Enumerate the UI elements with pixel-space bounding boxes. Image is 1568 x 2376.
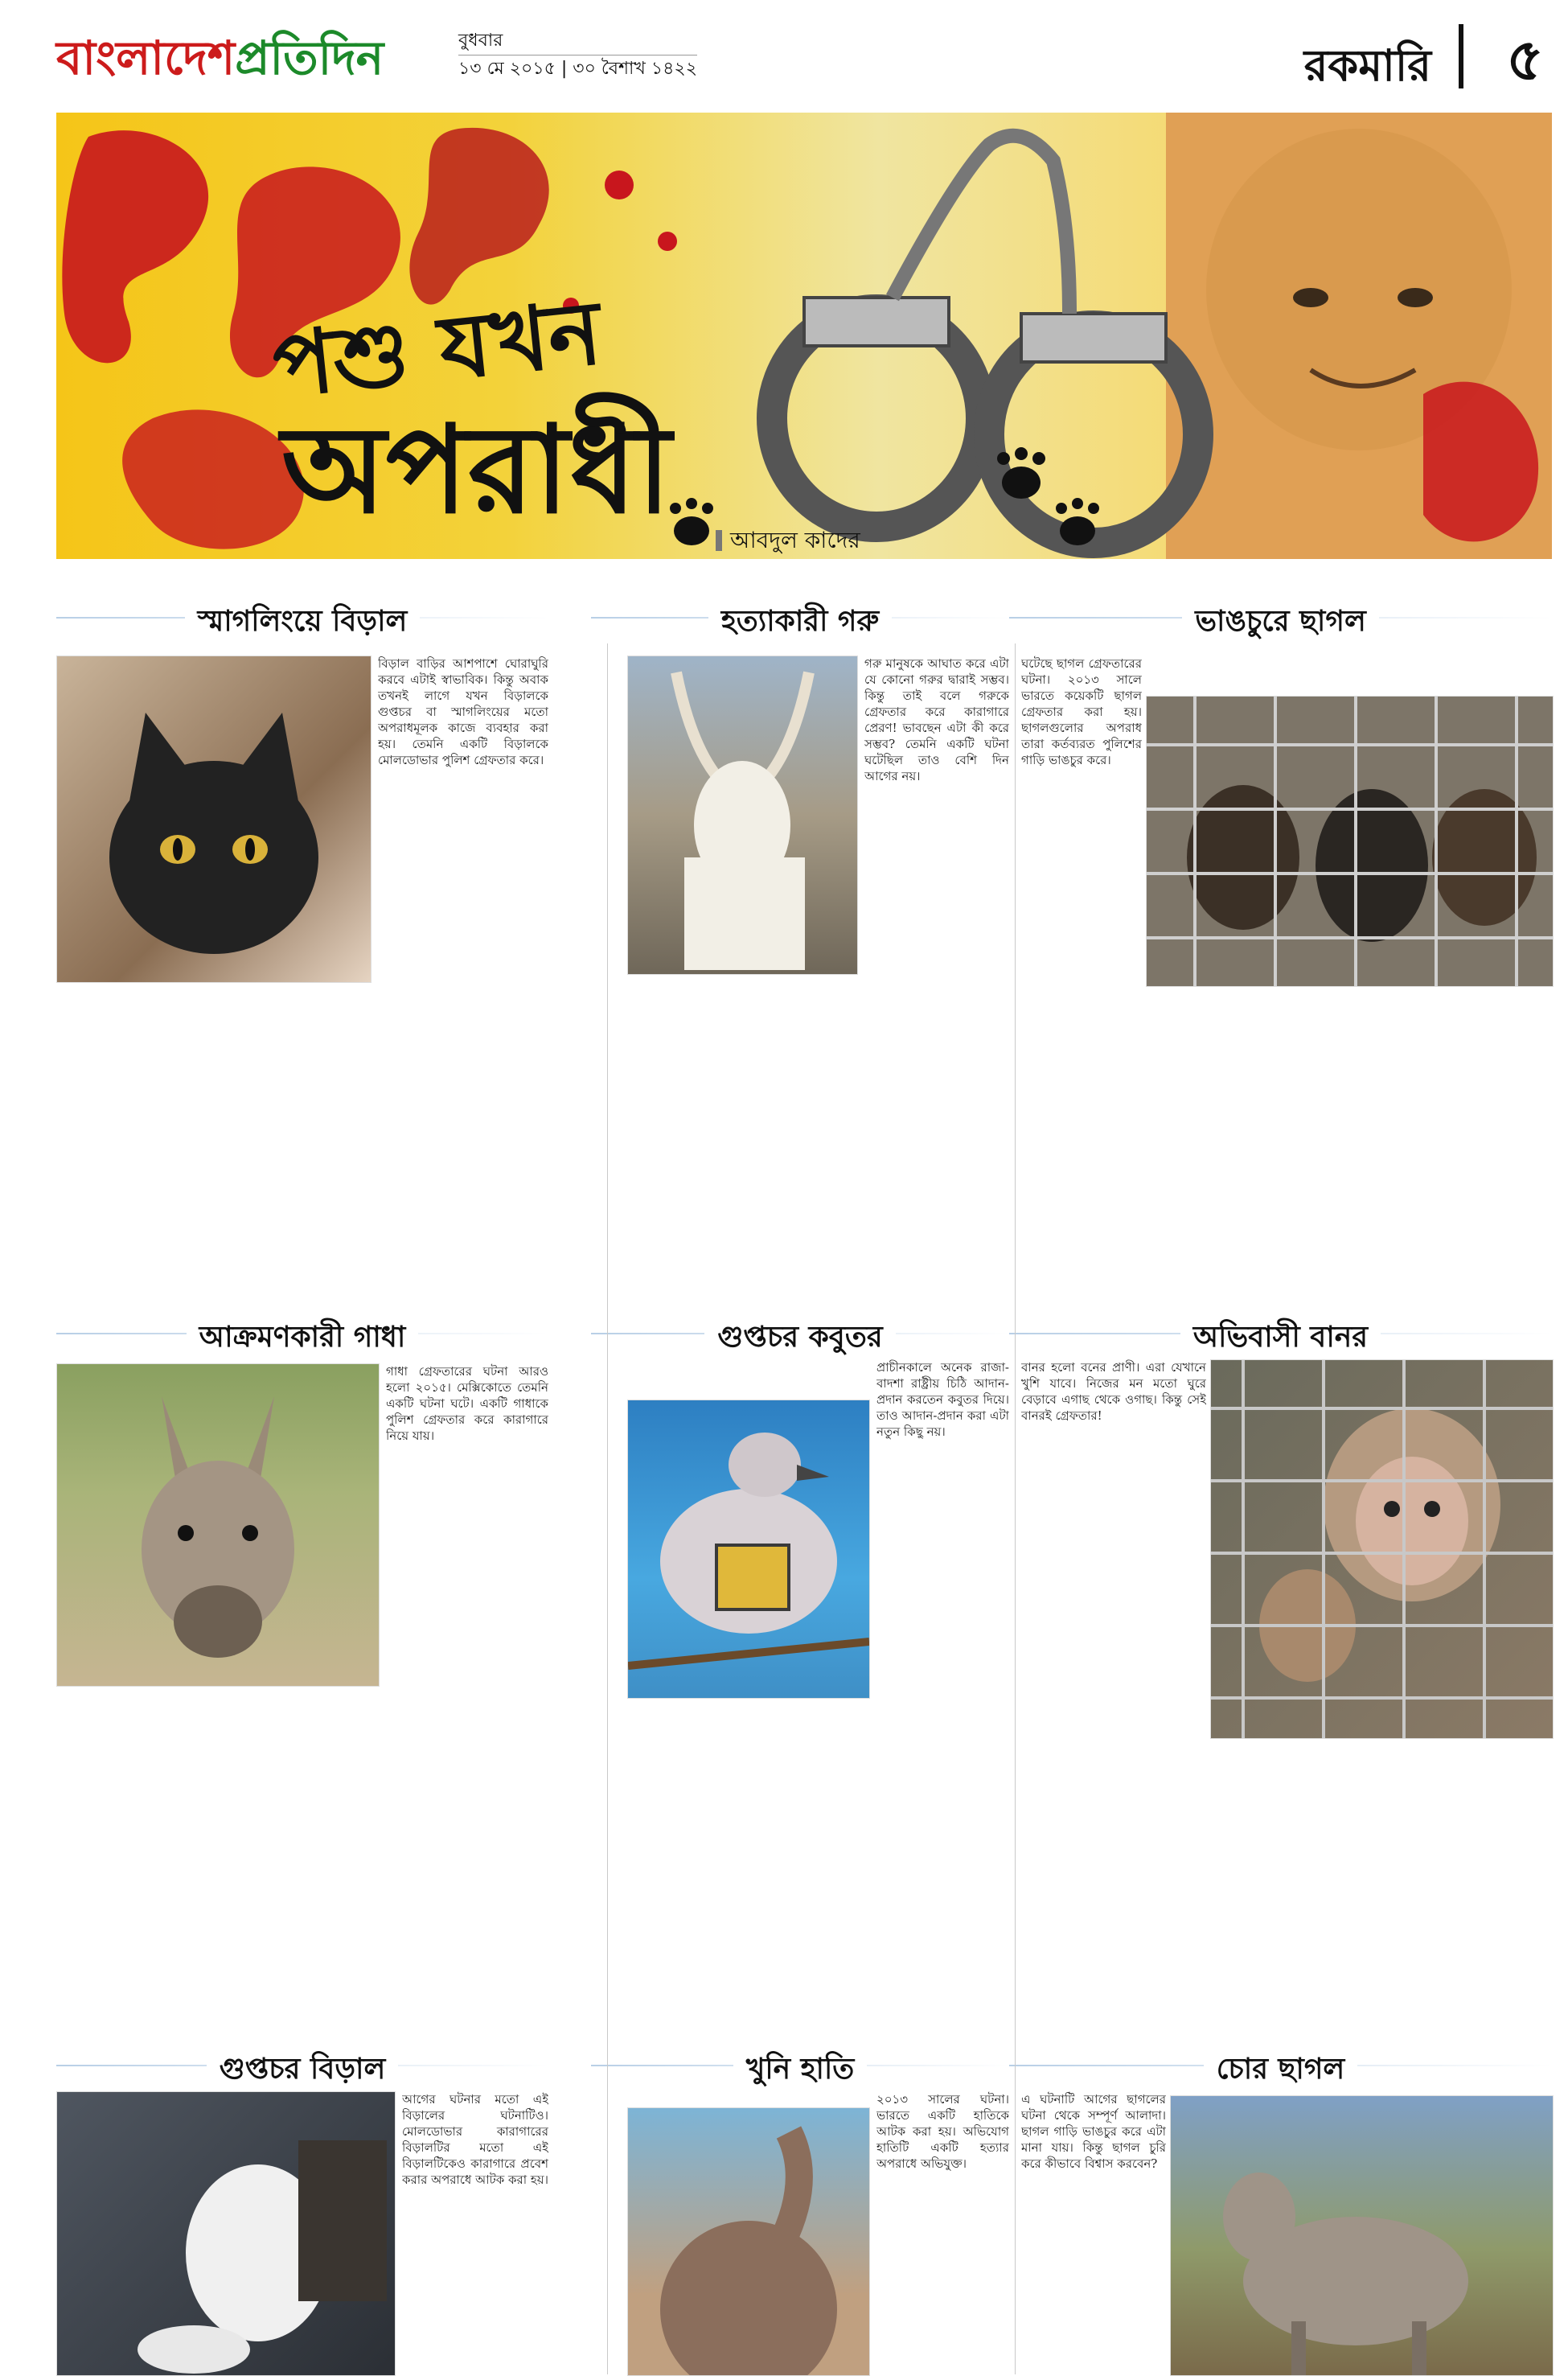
newspaper-logo[interactable] — [56, 23, 384, 101]
story-body: ঘটেছে ছাগল গ্রেফতারের ঘটনা। ২০১৩ সালে ভারতে কয়েকটি ছাগল গ্রেফতার করা হয়। ছাগলগুলোর অপরাধ তারা কর্তব্যরত পুলিশের গাড়ি ভাঙচুর করে। — [1021, 656, 1142, 767]
dateline — [458, 27, 697, 83]
goats-illustration — [1147, 697, 1553, 986]
story-body-continued — [627, 977, 1009, 1299]
splatter-shape-1 — [62, 130, 208, 363]
monkey-illustration — [1211, 1360, 1553, 1738]
story-body: ২০১৩ সালের ঘটনা। ভারতে একটি হাতিকে আটক করা হয়। অভিযোগ হাতিটি একটি হত্যার অপরাধে অভিযুক্ত। — [876, 2092, 1009, 2171]
story-body-continued — [1021, 1741, 1552, 2035]
story-title: ভাঙচুরে ছাগল — [1182, 605, 1379, 638]
story-title: স্মাগলিংয়ে বিড়াল — [185, 605, 421, 638]
masthead-divider — [1459, 24, 1463, 88]
feature-banner — [56, 113, 1552, 559]
story-heading — [1009, 599, 1552, 638]
story-body: গরু মানুষকে আঘাত করে এটা যে কোনো গরুর দ্বারাই সম্ভব। কিন্তু তাই বলে গরুকে গ্রেফতার করে কারাগারে প্রেরণ! ভাবছেন এটা কী করে সম্ভব? তেমনি একটি ঘটনা ঘটেছিল তাও বেশি দিন আগের নয়। — [864, 656, 1009, 783]
byline-marker-icon — [716, 530, 722, 551]
byline — [716, 523, 860, 559]
donkey-illustration — [57, 1364, 379, 1686]
story-body: গাধা গ্রেফতারের ঘটনা আরও হলো ২০১৫। মেক্সিকোতে তেমনি একটি ঘটনা ঘটে। একটি গাধাকে পুলিশ গ্রেফতার করে কারাগারে নিয়ে যায়। — [386, 1364, 548, 1443]
section-title: রকমারি — [1303, 40, 1431, 91]
pigeon-photo — [627, 1400, 870, 1699]
cat-photo — [56, 656, 371, 983]
story-title: চোর ছাগল — [1204, 2053, 1357, 2086]
story-heading — [591, 599, 1009, 638]
puma-eye-right — [1398, 288, 1433, 307]
cat-illustration — [57, 656, 371, 982]
story-body: বানর হলো বনের প্রাণী। এরা যেখানে খুশি যাবে। নিজের মন মতো ঘুরে বেড়াবে এগাছ থেকে ওগাছ। কিন্তু সেই বানরই গ্রেফতার! — [1021, 1360, 1206, 1423]
cat-caught-illustration — [57, 2092, 395, 2375]
pigeon-illustration — [628, 1400, 869, 1698]
elephant-illustration — [628, 2108, 869, 2375]
story-title: গুপ্তচর বিড়াল — [207, 2053, 399, 2086]
banner-title-line-2: অপরাধী — [281, 401, 671, 541]
splatter-shape-4 — [122, 409, 304, 549]
splatter-drop-1 — [605, 171, 634, 199]
story-body-continued — [56, 985, 548, 1299]
date-text: ১৩ মে ২০১৫ | ৩০ বৈশাখ ১৪২২ — [458, 59, 698, 79]
donkey-photo — [56, 1363, 380, 1687]
story-heading — [56, 1315, 548, 1354]
cat-caught-photo — [56, 2091, 396, 2376]
splatter-drop-2 — [658, 232, 677, 251]
story-body: বিড়াল বাড়ির আশপাশে ঘোরাঘুরি করবে এটাই স্বাভাবিক। কিন্তু অবাক তখনই লাগে যখন বিড়ালকে গুপ্তচর বা স্মাগলিংয়ের মতো অপরাধমূলক কাজে ব্যবহার করা হয়। তেমনি একটি বিড়ালকে মোলডোভার পুলিশ গ্রেফতার করে। — [378, 656, 548, 767]
logo-part-1: বাংলাদেশ — [56, 31, 236, 85]
story-heading — [56, 599, 548, 638]
story-body: আগের ঘটনার মতো এই বিড়ালের ঘটনাটিও। মোলডোভার কারাগারের বিড়ালটির মতো এই বিড়ালটিকেও কারাগারে প্রবেশ করার অপরাধে আটক করা হয়। — [402, 2092, 548, 2187]
monkey-photo — [1210, 1359, 1554, 1739]
goat-photo — [1170, 2095, 1554, 2376]
story-heading — [1009, 2047, 1552, 2086]
story-body-continued — [1021, 989, 1552, 1299]
story-title: আক্রমণকারী গাধা — [187, 1321, 419, 1354]
column-divider — [1015, 643, 1016, 2374]
story-body-continued — [627, 1701, 1009, 2035]
cow-photo — [627, 656, 858, 975]
puma-eye-left — [1293, 288, 1328, 307]
logo-part-2: প্রতিদিন — [235, 31, 384, 85]
story-title: খুনি হাতি — [733, 2053, 868, 2086]
handcuffs-icon — [772, 136, 1198, 543]
story-title: গুপ্তচর কবুতর — [704, 1321, 895, 1354]
cow-illustration — [628, 656, 857, 974]
story-body-continued — [56, 1689, 548, 2035]
page-number: ৫ — [1506, 26, 1544, 93]
story-body: প্রাচীনকালে অনেক রাজা-বাদশা রাষ্ট্রীয় চিঠি আদান-প্রদান করতেন কবুতর দিয়ে। তাও আদান-প্রদান করা এটা নতুন কিছু নয়। — [876, 1360, 1009, 1439]
goats-photo — [1146, 696, 1554, 987]
goat-illustration — [1171, 2096, 1553, 2375]
story-title: অভিবাসী বানর — [1180, 1321, 1381, 1354]
column-divider — [607, 643, 608, 2374]
masthead — [56, 16, 1560, 105]
story-heading — [591, 2047, 1009, 2086]
elephant-photo — [627, 2107, 870, 2376]
weekday: বুধবার — [458, 27, 697, 55]
author-name: আবদুল কাদের — [730, 527, 860, 553]
story-heading — [56, 2047, 548, 2086]
story-body: এ ঘটনাটি আগের ছাগলের ঘটনা থেকে সম্পূর্ণ আলাদা। ছাগল গাড়ি ভাঙচুর করে এটা মানা যায়। কিন্তু ছাগল চুরি করে কীভাবে বিশ্বাস করবেন? — [1021, 2092, 1166, 2171]
banner-title-line-1: পশু যখন — [268, 281, 606, 418]
story-heading — [591, 1315, 1009, 1354]
story-title: হত্যাকারী গরু — [708, 605, 892, 638]
story-heading — [1009, 1315, 1552, 1354]
